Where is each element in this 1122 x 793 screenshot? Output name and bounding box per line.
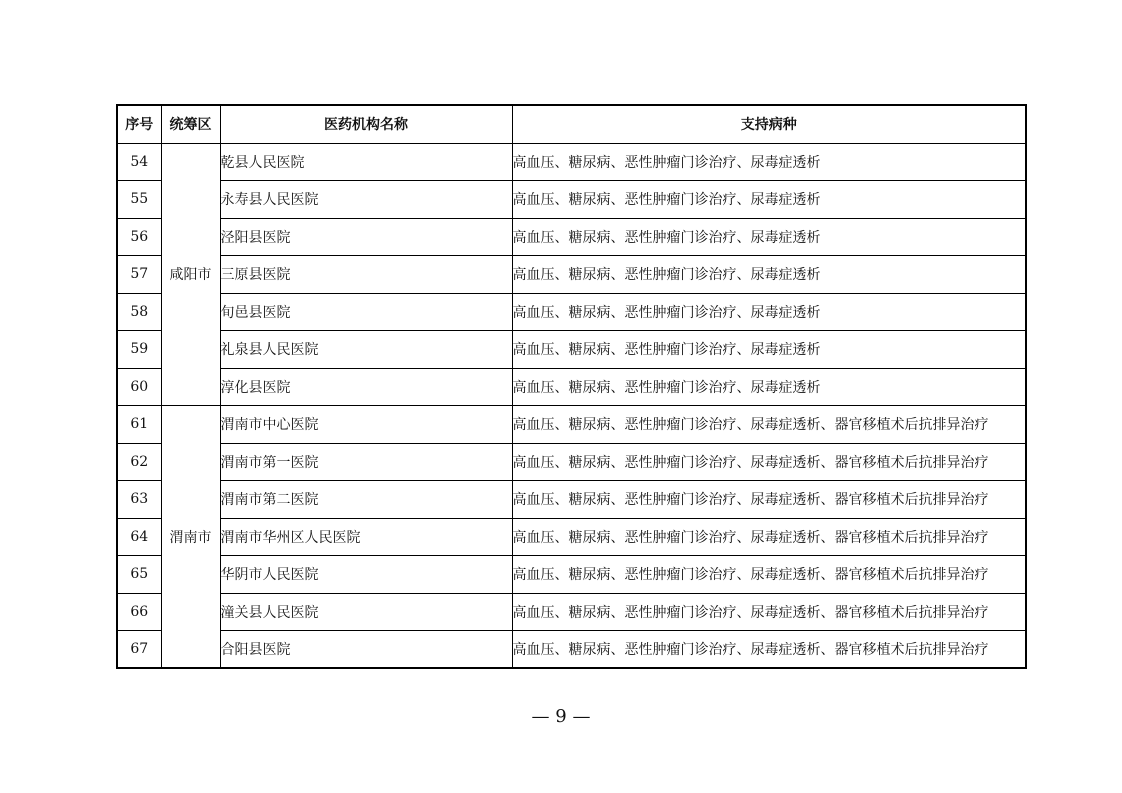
table-row [117,481,1026,519]
institution-name: 永寿县人民医院 [220,181,512,219]
institution-name: 乾县人民医院 [220,143,512,181]
table-row [117,556,1026,594]
supported-diseases: 高血压、糖尿病、恶性肿瘤门诊治疗、尿毒症透析、器官移植术后抗排异治疗 [512,443,1026,481]
row-index: 56 [117,218,161,256]
row-index: 67 [117,631,161,669]
row-index: 59 [117,331,161,369]
table-row [117,518,1026,556]
institution-name: 泾阳县医院 [220,218,512,256]
row-index: 61 [117,406,161,444]
supported-diseases: 高血压、糖尿病、恶性肿瘤门诊治疗、尿毒症透析、器官移植术后抗排异治疗 [512,556,1026,594]
row-index: 63 [117,481,161,519]
supported-diseases: 高血压、糖尿病、恶性肿瘤门诊治疗、尿毒症透析、器官移植术后抗排异治疗 [512,481,1026,519]
institution-name: 渭南市华州区人民医院 [220,518,512,556]
supported-diseases: 高血压、糖尿病、恶性肿瘤门诊治疗、尿毒症透析 [512,293,1026,331]
supported-diseases: 高血压、糖尿病、恶性肿瘤门诊治疗、尿毒症透析、器官移植术后抗排异治疗 [512,518,1026,556]
institution-name: 华阴市人民医院 [220,556,512,594]
row-index: 66 [117,593,161,631]
supported-diseases: 高血压、糖尿病、恶性肿瘤门诊治疗、尿毒症透析 [512,218,1026,256]
supported-diseases: 高血压、糖尿病、恶性肿瘤门诊治疗、尿毒症透析 [512,181,1026,219]
row-index: 55 [117,181,161,219]
header-index: 序号 [117,105,161,143]
institution-name: 旬邑县医院 [220,293,512,331]
supported-diseases: 高血压、糖尿病、恶性肿瘤门诊治疗、尿毒症透析、器官移植术后抗排异治疗 [512,406,1026,444]
supported-diseases: 高血压、糖尿病、恶性肿瘤门诊治疗、尿毒症透析、器官移植术后抗排异治疗 [512,631,1026,669]
table-row [117,593,1026,631]
institution-name: 潼关县人民医院 [220,593,512,631]
header-region: 统筹区 [161,105,220,143]
supported-diseases: 高血压、糖尿病、恶性肿瘤门诊治疗、尿毒症透析 [512,331,1026,369]
page-number: — 9 — [531,706,591,727]
institution-table [116,104,1027,669]
institution-name: 合阳县医院 [220,631,512,669]
institution-name: 渭南市中心医院 [220,406,512,444]
table-row [117,443,1026,481]
supported-diseases: 高血压、糖尿病、恶性肿瘤门诊治疗、尿毒症透析 [512,143,1026,181]
table-header-row [117,105,1026,143]
supported-diseases: 高血压、糖尿病、恶性肿瘤门诊治疗、尿毒症透析 [512,256,1026,294]
row-index: 57 [117,256,161,294]
table-row [117,368,1026,406]
supported-diseases: 高血压、糖尿病、恶性肿瘤门诊治疗、尿毒症透析、器官移植术后抗排异治疗 [512,593,1026,631]
row-index: 65 [117,556,161,594]
institution-name: 渭南市第一医院 [220,443,512,481]
header-diseases: 支持病种 [512,105,1026,143]
table-body [117,143,1026,668]
institution-name: 三原县医院 [220,256,512,294]
institution-name: 淳化县医院 [220,368,512,406]
table-row [117,218,1026,256]
table-row [117,406,1026,444]
row-index: 64 [117,518,161,556]
row-index: 60 [117,368,161,406]
supported-diseases: 高血压、糖尿病、恶性肿瘤门诊治疗、尿毒症透析 [512,368,1026,406]
table-row [117,181,1026,219]
table-row [117,331,1026,369]
table-row [117,256,1026,294]
row-index: 62 [117,443,161,481]
table-row [117,143,1026,181]
region-cell: 咸阳市 [161,143,220,406]
row-index: 58 [117,293,161,331]
header-institution: 医药机构名称 [220,105,512,143]
institution-name: 礼泉县人民医院 [220,331,512,369]
row-index: 54 [117,143,161,181]
table-row [117,293,1026,331]
table-row [117,631,1026,669]
region-cell: 渭南市 [161,406,220,669]
institution-name: 渭南市第二医院 [220,481,512,519]
